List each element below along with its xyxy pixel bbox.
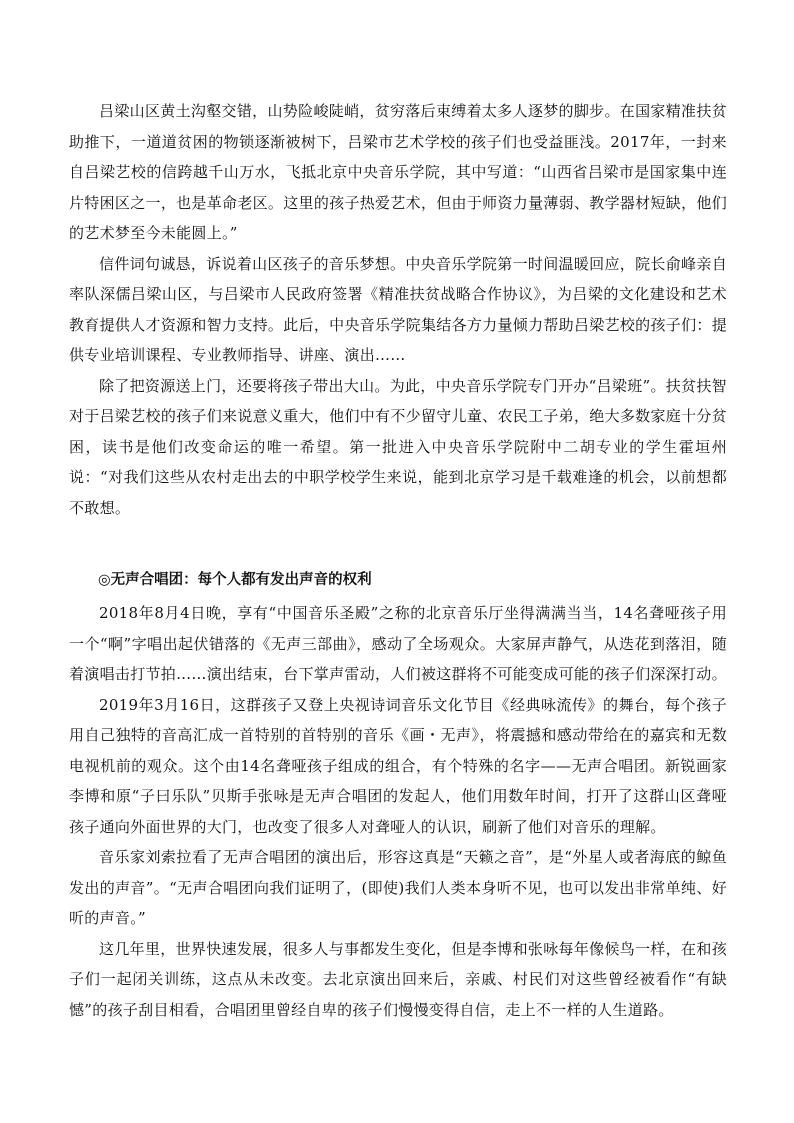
paragraph: 这几年里，世界快速发展，很多人与事都发生变化，但是李博和张咏每年像候鸟一样，在和孩子们一起闭关训练，这点从未改变。去北京演出回来后，亲戚、村民们对这些曾经被看作“有缺憾”的孩子刮目相看，合唱团里曾经自卑的孩子们慢慢变得自信，走上不一样的人生道路。	[69, 939, 727, 1019]
paragraph: 音乐家刘索拉看了无声合唱团的演出后，形容这真是“天籁之音”，是“外星人或者海底的鲸鱼发出的声音”。“无声合唱团向我们证明了，(即使)我们人类本身听不见，也可以发出非常单纯、好听的声音。”	[69, 848, 727, 927]
paragraph: 吕梁山区黄土沟壑交错，山势险峻陡峭，贫穷落后束缚着太多人逐梦的脚步。在国家精准扶贫助推下，一道道贫困的物锁逐渐被树下，吕梁市艺术学校的孩子们也受益匪浅。2017年，一封来自吕梁艺校的信跨越千山万水，飞抵北京中央音乐学院，其中写道：“山西省吕梁市是国家集中连片特困区之一，也是革命老区。这里的孩子热爱艺术，但由于师资力量薄弱、教学器材短缺，他们的艺术梦至今未能圆上。”	[69, 102, 727, 242]
section-gap	[69, 523, 727, 565]
paragraph: 除了把资源送上门，还要将孩子带出大山。为此，中央音乐学院专门开办“吕梁班”。扶贫扶智对于吕梁艺校的孩子们来说意义重大，他们中有不少留守儿童、农民工子弟，绝大多数家庭十分贫困，读书是他们改变命运的唯一希望。第一批进入中央音乐学院附中二胡专业的学生霍垣州说：“对我们这些从农村走出去的中职学校学生来说，能到北京学习是千载难逢的机会，以前想都不敢想。	[69, 376, 727, 517]
section-heading: ◎无声合唱团：每个人都有发出声音的权利	[98, 572, 372, 588]
paragraph: 2019年3月16日，这群孩子又登上央视诗词音乐文化节目《经典咏流传》的舞台，每个孩子用自己独特的音高汇成一首特别的首特别的音乐《画・无声》，将震撼和感动带给在的嘉宾和无数电视机前的观众。这个由14名聋哑孩子组成的组合，有个特殊的名字——无声合唱团。新锐画家李博和原“子曰乐队”贝斯手张咏是无声合唱团的发起人，他们用数年时间，打开了这群山区聋哑孩子通向外面世界的大门，也改变了很多人对聋哑人的认识，刷新了他们对音乐的理解。	[69, 695, 727, 836]
document-body	[69, 96, 727, 1025]
paragraph: 2018年8月4日晚，享有“中国音乐圣殿”之称的北京音乐厅坐得满满当当，14名聋哑孩子用一个“啊”字唱出起伏错落的《无声三部曲》，感动了全场观众。大家屏声静气，从迭花到落泪，随着演唱击打节拍……演出结束，台下掌声雷动，人们被这群将不可能变成可能的孩子们深深打动。	[69, 604, 727, 683]
paragraph: 信件词句诚恳，诉说着山区孩子的音乐梦想。中央音乐学院第一时间温暖回应，院长俞峰亲自率队深儒吕梁山区，与吕梁市人民政府签署《精准扶贫战略合作协议》，为吕梁的文化建设和艺术教育提供人才资源和智力支持。此后，中央音乐学院集结各方力量倾力帮助吕梁艺校的孩子们：提供专业培训课程、专业教师指导、讲座、演出……	[69, 254, 727, 364]
